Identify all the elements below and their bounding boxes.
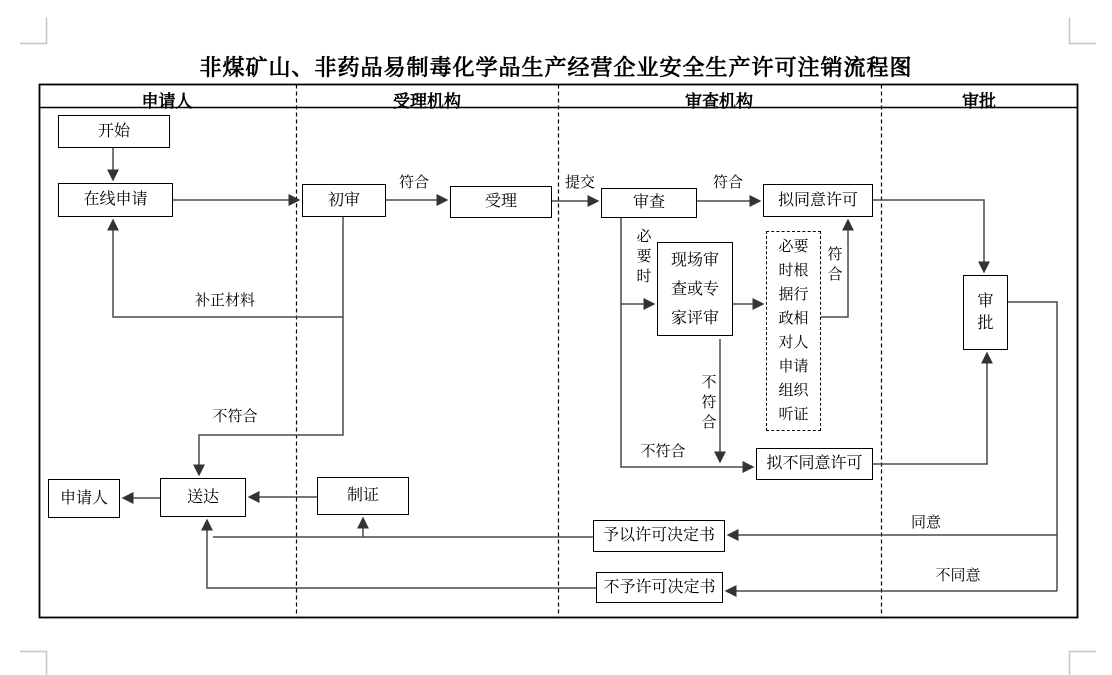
lane-header-approval: 审批 <box>962 92 996 111</box>
node-initial-review: 初审 <box>302 184 386 217</box>
node-start: 开始 <box>58 115 170 148</box>
node-deny-decision: 不予许可决定书 <box>596 572 723 603</box>
node-site-review <box>657 242 733 336</box>
node-online-apply: 在线申请 <box>58 183 173 217</box>
node-hearing <box>766 231 821 431</box>
node-propose-approve: 拟同意许可 <box>763 184 873 217</box>
lane-header-applicant: 申请人 <box>141 92 193 111</box>
node-review: 审查 <box>601 188 697 218</box>
node-approval <box>963 275 1008 350</box>
label-conform-hearing: 符合 <box>827 246 843 283</box>
label-supplement-materials: 补正材料 <box>194 292 256 309</box>
label-submit: 提交 <box>564 174 596 191</box>
lane-header-review-agency: 审查机构 <box>685 92 753 111</box>
node-grant-decision: 予以许可决定书 <box>593 520 725 552</box>
node-propose-disapprove: 拟不同意许可 <box>756 448 873 480</box>
label-not-conform-initial: 不符合 <box>212 408 258 425</box>
page-title: 非煤矿山、非药品易制毒化学品生产经营企业安全生产许可注销流程图 <box>199 55 913 81</box>
edge-approval-trunk <box>1008 302 1057 591</box>
node-site-review-text: 现场审查或专家评审 <box>670 251 719 327</box>
label-not-conform-site: 不符合 <box>701 374 717 431</box>
label-when-necessary: 必要时 <box>636 228 652 285</box>
node-deliver: 送达 <box>160 478 246 517</box>
edge-disapprove-to-approval <box>873 354 987 464</box>
edge-deny-to-deliver <box>207 521 596 588</box>
node-hearing-text: 必要时根据行政相对人申请组织听证 <box>778 238 809 423</box>
label-disagree: 不同意 <box>935 567 981 584</box>
node-applicant: 申请人 <box>48 479 120 518</box>
lane-header-accepting-agency: 受理机构 <box>393 92 461 111</box>
node-accept: 受理 <box>450 186 552 218</box>
label-not-conform-review: 不符合 <box>640 443 686 460</box>
node-make-cert: 制证 <box>317 477 409 515</box>
label-agree: 同意 <box>910 514 942 531</box>
label-conform-review: 符合 <box>712 174 744 191</box>
edge-initial-notconform-to-deliver <box>199 217 343 474</box>
node-approval-text: 审批 <box>977 292 994 332</box>
label-conform-initial: 符合 <box>398 174 430 191</box>
edge-approve-to-approval <box>873 200 984 271</box>
